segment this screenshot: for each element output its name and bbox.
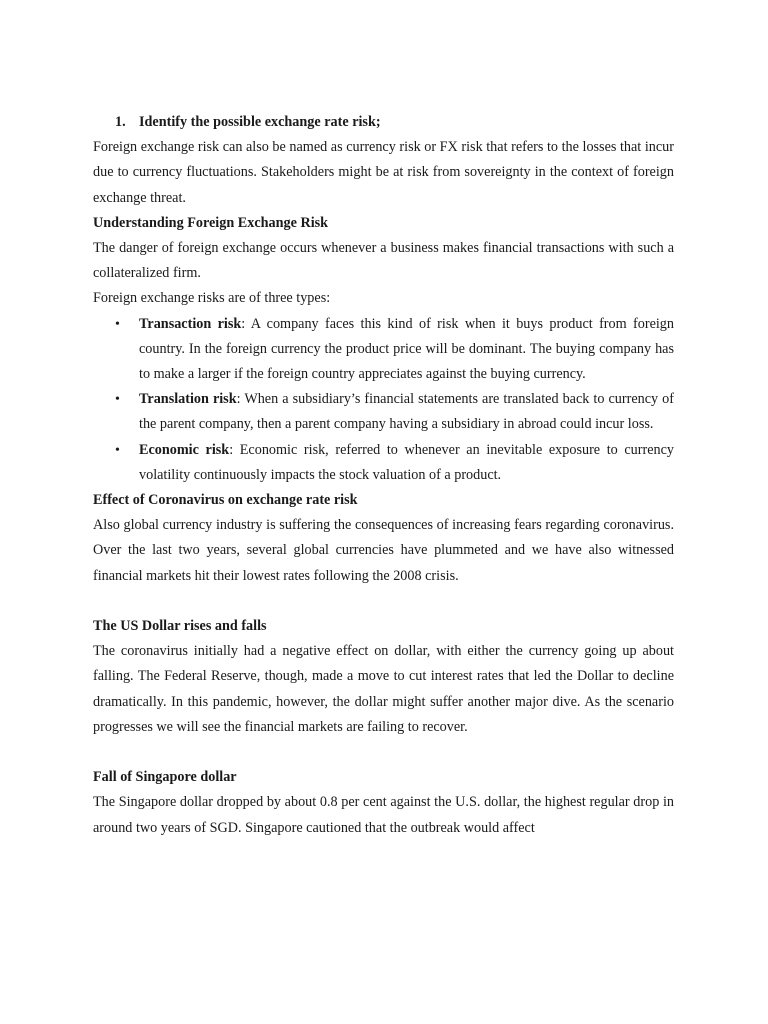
- bullet-icon: •: [115, 316, 120, 332]
- document-page: [93, 110, 674, 841]
- list-item: [93, 312, 674, 388]
- singapore-paragraph: The Singapore dollar dropped by about 0.8 per cent against the U.S. dollar, the highest regular drop in around two years of SGD. Singapore cautioned that the outbreak would affect: [93, 794, 674, 836]
- list-item-text: : When a subsidiary’s financial statements are translated back to currency of the parent company, then a parent company having a subsidiary in abroad could incur loss.: [139, 391, 674, 433]
- section-heading-singapore: Fall of Singapore dollar: [93, 769, 237, 786]
- understanding-paragraph: The danger of foreign exchange occurs whenever a business makes financial transactions with such a collateralized firm.: [93, 240, 674, 282]
- blank-line: [93, 589, 674, 614]
- numbered-heading: [93, 110, 674, 135]
- list-item-text: : Economic risk, referred to whenever an inevitable exposure to currency volatility continuously impacts the stock valuation of a product.: [139, 441, 675, 483]
- section-heading-understanding: Understanding Foreign Exchange Risk: [93, 214, 329, 231]
- bullet-icon: •: [115, 392, 120, 408]
- risk-types-list: [93, 312, 674, 488]
- heading-text: Identify the possible exchange rate risk;: [139, 114, 381, 130]
- list-item-term: Translation risk: [139, 391, 237, 408]
- section-heading-us-dollar: The US Dollar rises and falls: [93, 618, 267, 635]
- heading-number: 1.: [115, 114, 126, 130]
- blank-line: [93, 740, 674, 765]
- list-item-term: Transaction risk: [139, 315, 242, 332]
- list-item: [93, 438, 674, 488]
- bullet-icon: •: [115, 442, 120, 458]
- list-item-text: : A company faces this kind of risk when it buys product from foreign country. In the foreign currency the product price will be dominant. The buying company has to make a larger if the foreign country appreciates against the buying currency.: [139, 315, 674, 383]
- types-intro-paragraph: Foreign exchange risks are of three types:: [93, 290, 331, 307]
- list-item: [93, 387, 674, 437]
- us-dollar-paragraph: The coronavirus initially had a negative effect on dollar, with either the currency going up about falling. The Federal Reserve, though, made a move to cut interest rates that led the Dollar to decline dramatically. In this pandemic, however, the dollar might suffer another major dive. As the scenario progresses we will see the financial markets are failing to recover.: [93, 643, 674, 735]
- intro-paragraph: Foreign exchange risk can also be named as currency risk or FX risk that refers to the losses that incur due to currency fluctuations. Stakeholders might be at risk from sovereignty in the context of foreign exchange threat.: [93, 139, 674, 206]
- coronavirus-paragraph: Also global currency industry is suffering the consequences of increasing fears regarding coronavirus. Over the last two years, several global currencies have plummeted and we have also witnessed financial markets hit their lowest rates following the 2008 crisis.: [93, 517, 674, 584]
- section-heading-coronavirus: Effect of Coronavirus on exchange rate risk: [93, 492, 358, 509]
- list-item-term: Economic risk: [139, 441, 230, 458]
